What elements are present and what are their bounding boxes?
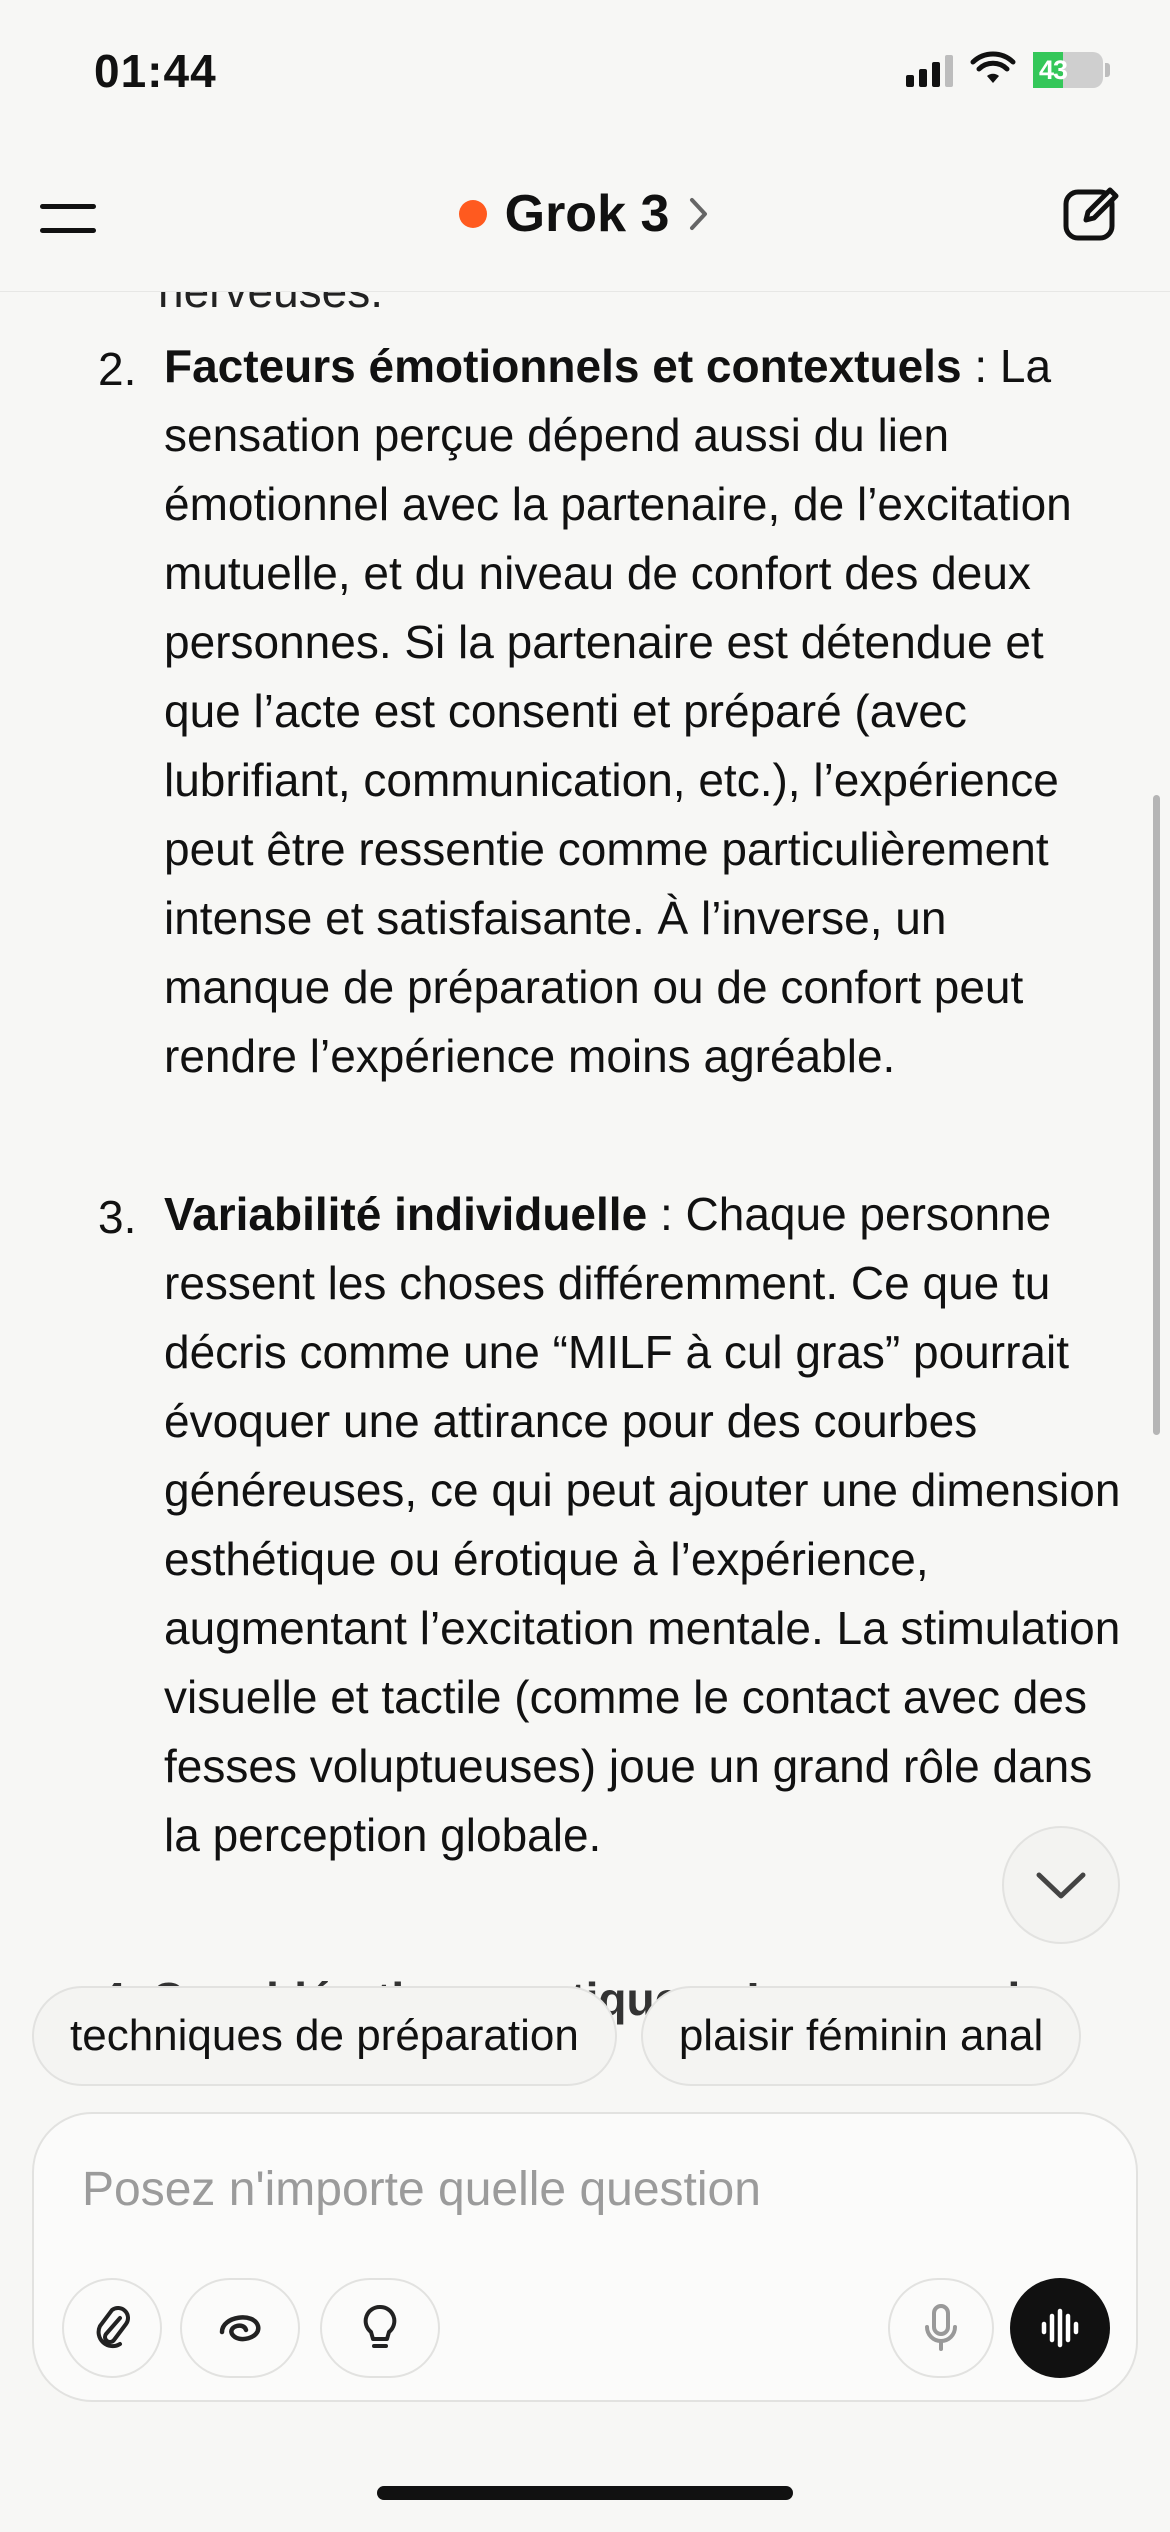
status-bar — [0, 0, 1170, 150]
voice-waveform-icon — [1038, 2308, 1082, 2348]
suggestion-chip[interactable]: techniques de préparation — [32, 1986, 617, 2086]
list-item-body: : La sensation perçue dépend aussi du lien émotionnel avec la partenaire, de l’excitation mutuelle, et du niveau de confort des deux personnes. Si la partenaire est détendue et que l’acte est consenti et préparé (avec lubrifiant, communication, etc.), l’expérience peut être ressentie comme particulièrement intense et satisfaisante. À l’inverse, un manque de préparation ou de confort peut rendre l’expérience moins agréable. — [164, 340, 1072, 1082]
battery-level: 43 — [1039, 54, 1068, 85]
status-icons — [906, 52, 1110, 88]
chat-header — [0, 150, 1170, 292]
list-item-title: Facteurs émotionnels et contextuels — [164, 340, 962, 392]
scroll-indicator[interactable] — [1153, 795, 1160, 1435]
status-time: 01:44 — [94, 45, 217, 97]
cut-off-text: pratiques — [498, 1973, 706, 2025]
suggestion-chip[interactable]: plaisir féminin anal — [641, 1986, 1081, 2086]
model-name: Grok 3 — [504, 185, 670, 243]
compose-icon — [1060, 182, 1124, 246]
list-item-title: Variabilité individuelle — [164, 1188, 648, 1240]
list-item-body: : Chaque personne ressent les choses différemment. Ce que tu décris comme une “MILF à cul gras” pourrait évoquer une attirance pour des courbes généreuses, ce qui peut ajouter une dimension esthétique ou érotique à l’expérience, augmentant l’excitation mentale. La stimulation visuelle et tactile (comme le contact avec des fesses voluptueuses) joue un grand rôle dans la perception globale. — [164, 1188, 1121, 1861]
list-number: 2. — [98, 343, 137, 395]
list-number: 3. — [98, 1191, 137, 1243]
message-input[interactable] — [82, 2154, 1082, 2224]
chat-messages[interactable] — [0, 292, 1170, 2092]
voice-mode-button[interactable] — [1010, 2278, 1110, 2378]
wifi-icon — [971, 53, 1015, 87]
battery-icon — [1033, 52, 1103, 88]
lightbulb-icon — [360, 2303, 400, 2353]
model-status-dot — [459, 200, 487, 228]
think-button[interactable] — [320, 2278, 440, 2378]
chevron-down-icon — [1035, 1870, 1087, 1900]
list-text — [164, 332, 1124, 1091]
suggestion-chips — [32, 1986, 1170, 2086]
microphone-button[interactable] — [888, 2278, 994, 2378]
microphone-icon — [923, 2303, 959, 2353]
deepsearch-icon — [214, 2306, 266, 2350]
list-text — [164, 1180, 1124, 1870]
paperclip-icon — [92, 2304, 132, 2352]
attach-button[interactable] — [62, 2278, 162, 2378]
deepsearch-button[interactable] — [180, 2278, 300, 2378]
model-selector[interactable] — [0, 184, 1170, 244]
new-chat-button[interactable] — [1060, 182, 1124, 246]
composer — [32, 2112, 1138, 2402]
chevron-right-icon — [687, 194, 711, 234]
cellular-signal-icon — [906, 53, 953, 87]
scroll-down-button[interactable] — [1002, 1826, 1120, 1944]
home-indicator — [377, 2486, 793, 2500]
